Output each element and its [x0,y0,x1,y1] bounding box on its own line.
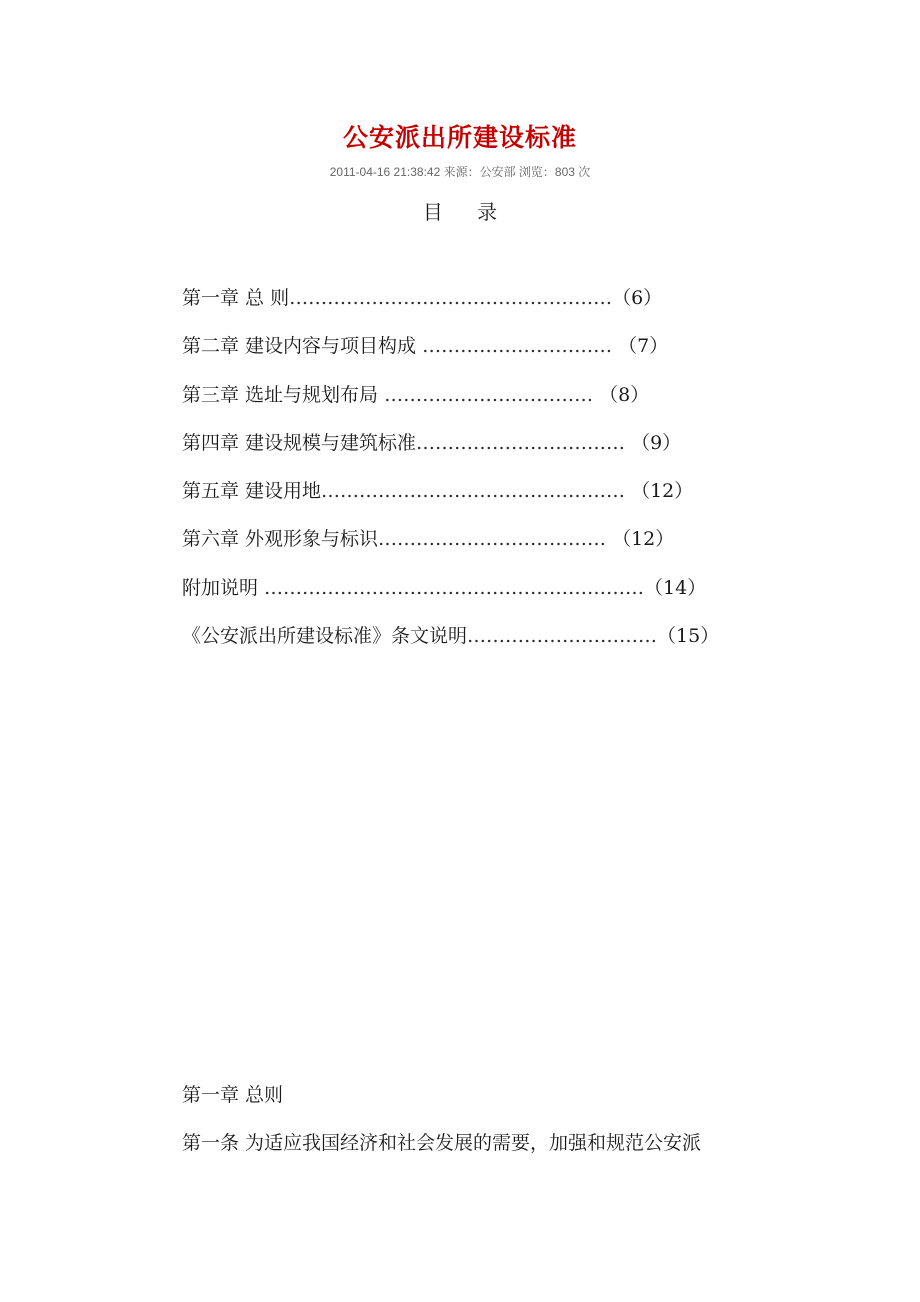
toc-leader: ………………………… [422,335,619,358]
toc-label: 《公安派出所建设标准》条文说明 [182,625,468,648]
toc-entry[interactable] [182,429,719,477]
toc-page: （14） [644,576,707,599]
toc-label: 第二章 建设内容与项目构成 [182,335,423,358]
article-title: 公安派出所建设标准 [342,123,577,152]
toc-page: （12） [612,528,675,551]
toc-label: 第五章 建设用地 [182,480,322,503]
toc-leader: ………………………… [467,625,658,648]
toc-label: 附加说明 [182,576,265,599]
chapter-heading: 第一章 总则 [182,1084,284,1106]
toc-page: （9） [631,431,682,454]
toc-page: （6） [612,287,663,309]
toc-leader: …………………………………………… [289,287,613,309]
toc-entry[interactable] [182,332,719,380]
toc-entry[interactable] [182,381,719,429]
toc-label: 第四章 建设规模与建筑标准 [182,431,417,454]
toc-entry[interactable] [182,574,719,622]
toc-entry[interactable] [182,284,719,332]
toc-page: （12） [631,480,694,503]
toc-label: 第六章 外观形象与标识 [182,528,379,551]
toc-label: 第一章 总 则 [182,287,290,309]
toc-entry[interactable] [182,622,719,670]
toc-entry[interactable] [182,525,719,573]
toc-page: （15） [657,625,720,648]
toc-heading: 目 录 [422,200,512,224]
toc-leader: …………………………… [384,383,600,406]
toc-leader: …………………………………………………… [264,576,645,599]
article-paragraph: 第一条 为适应我国经济和社会发展的需要，加强和规范公安派 [182,1132,702,1154]
article-meta: 2011-04-16 21:38:42 来源：公安部 浏览：803 次 [329,165,591,179]
toc-entry[interactable] [182,477,719,525]
toc-leader: ……………………………… [378,528,613,551]
toc-page: （7） [618,335,669,358]
table-of-contents [182,284,719,670]
toc-label: 第三章 选址与规划布局 [182,383,385,406]
toc-leader: …………………………… [416,431,632,454]
toc-leader: ………………………………………… [321,480,632,503]
toc-page: （8） [599,383,650,406]
